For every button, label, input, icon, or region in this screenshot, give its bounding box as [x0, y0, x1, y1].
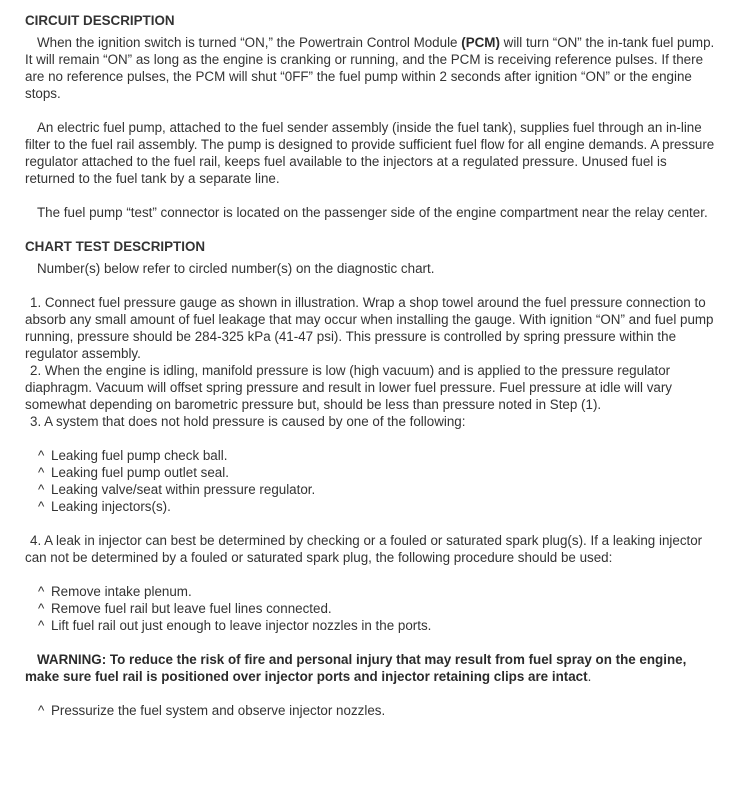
list-item-text: Pressurize the fuel system and observe injector nozzles. — [51, 703, 386, 718]
list-item-text: Leaking fuel pump check ball. — [51, 448, 228, 463]
list-item — [38, 600, 720, 617]
caret-bullet: ^ — [38, 448, 45, 463]
list-item — [38, 498, 720, 515]
caret-bullet: ^ — [38, 703, 45, 718]
warning-paragraph — [25, 651, 720, 685]
step-3-text: 3. A system that does not hold pressure is caused by one of the following: — [30, 414, 466, 429]
procedure-list — [25, 583, 720, 634]
list-item-text: Leaking injectors(s). — [51, 499, 171, 514]
list-item — [38, 447, 720, 464]
caret-bullet: ^ — [38, 584, 45, 599]
caret-bullet: ^ — [38, 465, 45, 480]
list-item-text: Remove intake plenum. — [51, 584, 192, 599]
circuit-paragraph-2: An electric fuel pump, attached to the fuel sender assembly (inside the fuel tank), supplies fuel through an in-line filter to the fuel rail assembly. The pump is designed to provide sufficient fuel flow for all engine demands. A pressure regulator attached to the fuel rail, keeps fuel available to the injectors at a regulated pressure. Unused fuel is returned to the fuel tank by a separate line. — [25, 120, 715, 186]
list-item-text: Remove fuel rail but leave fuel lines connected. — [51, 601, 332, 616]
pcm-bold-text: (PCM) — [461, 35, 500, 50]
list-item — [38, 583, 720, 600]
diagnostic-steps-block — [25, 294, 720, 430]
circuit-paragraph-1 — [25, 34, 720, 102]
chart-test-description-heading: CHART TEST DESCRIPTION — [25, 239, 206, 254]
list-item — [38, 464, 720, 481]
step-4-text: 4. A leak in injector can best be determined by checking or a fouled or saturated spark plug(s). If a leaking injector can not be determined by a fouled or saturated spark plug, the following procedure should be used: — [25, 533, 703, 565]
caret-bullet: ^ — [38, 482, 45, 497]
circuit-description-heading: CIRCUIT DESCRIPTION — [25, 13, 175, 28]
paragraph-text: will turn “ON” the in-tank fuel pump. It will remain “ON” as long as the engine is cranking or running, and the PCM is receiving reference pulses. If there are no reference pulses, the PCM will shut “0FF” the fuel pump within 2 seconds after ignition “ON” or the engine stops. — [25, 35, 715, 101]
list-item — [38, 617, 720, 634]
circuit-paragraph-3: The fuel pump “test” connector is located on the passenger side of the engine compartment near the relay center. — [37, 205, 708, 220]
warning-bold-text: WARNING: To reduce the risk of fire and personal injury that may result from fuel spray on the engine, make sure fuel rail is positioned over injector ports and injector retaining clips are intact — [25, 652, 687, 684]
step-1-text: 1. Connect fuel pressure gauge as shown in illustration. Wrap a shop towel around the fuel pressure connection to absorb any small amount of fuel leakage that may occur when installing the gauge. With ignition “ON” and fuel pump running, pressure should be 284-325 kPa (41-47 psi). This pressure is controlled by spring pressure within the regulator assembly. — [25, 295, 714, 361]
caret-bullet: ^ — [38, 601, 45, 616]
chart-intro-text: Number(s) below refer to circled number(s) on the diagnostic chart. — [37, 261, 435, 276]
list-item-text: Lift fuel rail out just enough to leave injector nozzles in the ports. — [51, 618, 432, 633]
caret-bullet: ^ — [38, 618, 45, 633]
leak-causes-list — [25, 447, 720, 515]
list-item-text: Leaking fuel pump outlet seal. — [51, 465, 229, 480]
final-step-list — [25, 702, 720, 719]
paragraph-text: When the ignition switch is turned “ON,” the Powertrain Control Module — [37, 35, 462, 50]
step-2-text: 2. When the engine is idling, manifold pressure is low (high vacuum) and is applied to the pressure regulator diaphragm. Vacuum will offset spring pressure and result in lower fuel pressure. Fuel pressure at idle will vary somewhat depending on barometric pressure but, should be less than pressure noted in Step (1). — [25, 363, 673, 412]
caret-bullet: ^ — [38, 499, 45, 514]
list-item-text: Leaking valve/seat within pressure regulator. — [51, 482, 316, 497]
warning-tail-text: . — [587, 669, 592, 684]
list-item — [38, 481, 720, 498]
list-item — [38, 702, 720, 719]
